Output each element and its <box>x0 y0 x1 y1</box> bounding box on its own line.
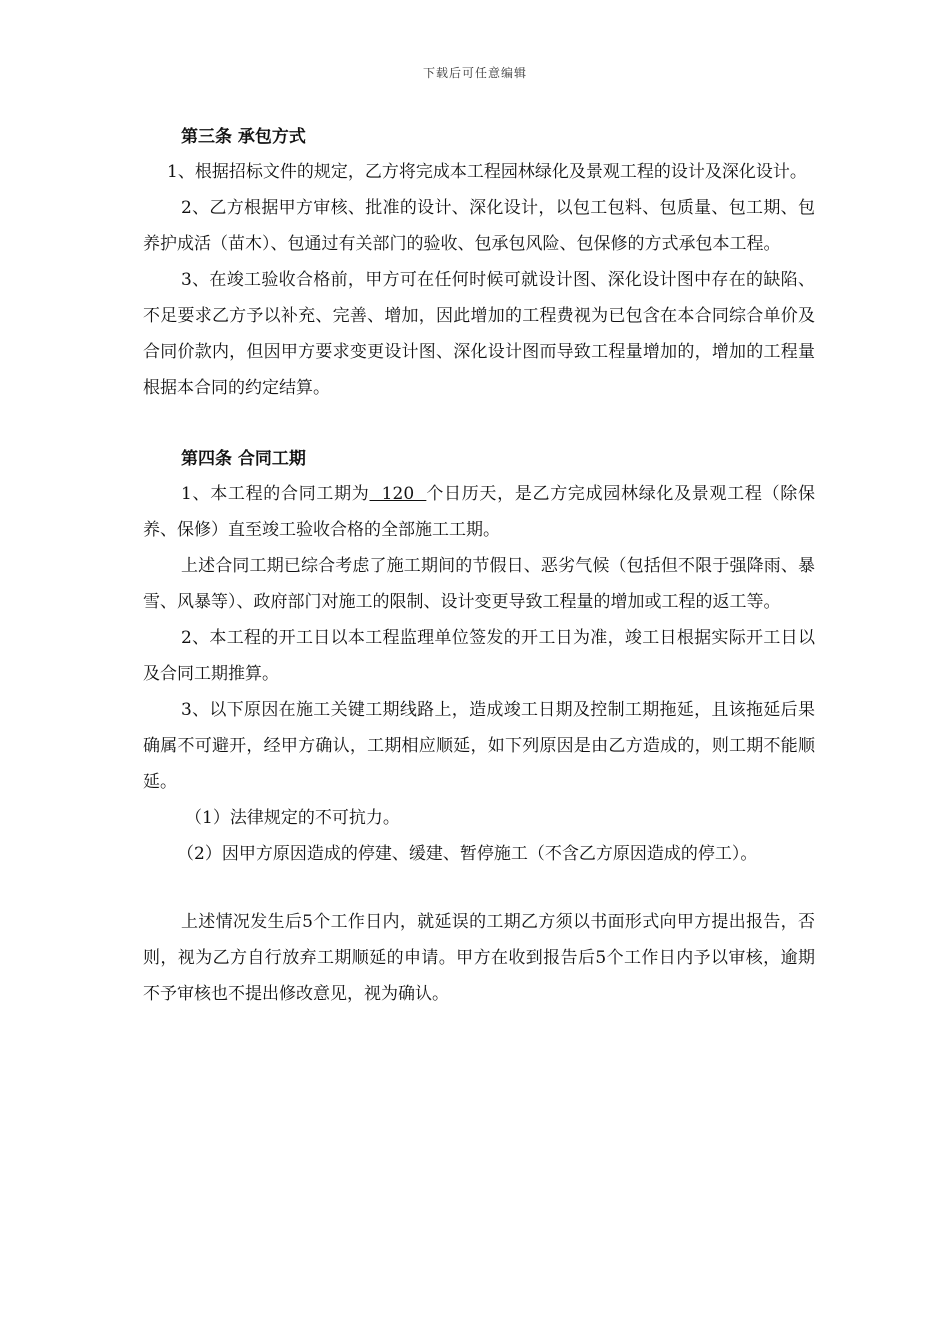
section-3-paragraph-2: 2、乙方根据甲方审核、批准的设计、深化设计，以包工包料、包质量、包工期、包养护成活（苗木）、包通过有关部门的验收、包承包风险、包保修的方式承包本工程。 <box>143 198 815 254</box>
section-3-paragraph-3: 3、在竣工验收合格前，甲方可在任何时候可就设计图、深化设计图中存在的缺陷、不足要求乙方予以补充、完善、增加，因此增加的工程费视为已包含在本合同综合单价及合同价款内，但因甲方要求变更设计图、深化设计图而导致工程量增加的，增加的工程量根据本合同的约定结算。 <box>143 270 815 398</box>
section-4-paragraph-1-lead: 1、本工程的合同工期为 <box>181 484 370 504</box>
contract-days-value: 120 <box>369 484 427 504</box>
section-4-paragraph-3: 2、本工程的开工日以本工程监理单位签发的开工日为准，竣工日根据实际开工日以及合同工期推算。 <box>143 628 815 684</box>
document-body <box>143 120 815 1012</box>
section-4-paragraph-1-tail: 个日历天，是乙方完成园林绿化及景观工程（除保养、保修）直至竣工验收合格的全部施工工期。 <box>143 484 815 540</box>
section-3-title: 第三条 承包方式 <box>181 127 306 147</box>
section-spacer <box>143 406 815 442</box>
section-4-paragraph-5: 上述情况发生后5个工作日内，就延误的工期乙方须以书面形式向甲方提出报告，否则，视为乙方自行放弃工期顺延的申请。甲方在收到报告后5个工作日内予以审核，逾期不予审核也不提出修改意见，视为确认。 <box>143 912 815 1004</box>
section-4-title: 第四条 合同工期 <box>181 449 306 469</box>
paragraph-spacer <box>143 872 815 904</box>
section-3-paragraph-1: 1、根据招标文件的规定，乙方将完成本工程园林绿化及景观工程的设计及深化设计。 <box>167 162 807 182</box>
section-4-paragraph-1 <box>143 476 815 548</box>
page-header: 下载后可任意编辑 <box>422 66 527 80</box>
section-4-paragraph-4: 3、以下原因在施工关键工期线路上，造成竣工日期及控制工期拖延，且该拖延后果确属不可避开，经甲方确认，工期相应顺延，如下列原因是由乙方造成的，则工期不能顺延。 <box>143 700 815 792</box>
section-4-paragraph-2: 上述合同工期已综合考虑了施工期间的节假日、恶劣气候（包括但不限于强降雨、暴雪、风暴等）、政府部门对施工的限制、设计变更导致工程量的增加或工程的返工等。 <box>143 556 815 612</box>
section-4-item-2: （2）因甲方原因造成的停建、缓建、暂停施工（不含乙方原因造成的停工）。 <box>177 844 758 864</box>
section-4-item-1: （1）法律规定的不可抗力。 <box>185 808 400 828</box>
